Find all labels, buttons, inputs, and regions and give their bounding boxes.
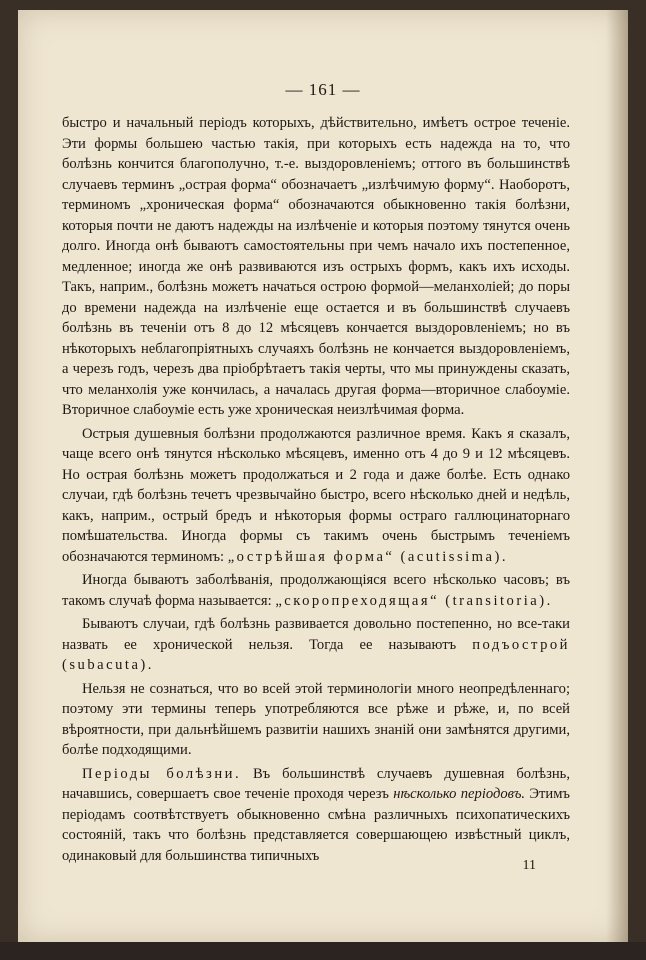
section-heading-periods: Періоды болѣзни. xyxy=(82,765,242,782)
book-page xyxy=(18,10,628,942)
paragraph-5 xyxy=(62,679,570,761)
page-spine-shadow xyxy=(606,10,628,942)
term-subacuta: подъострой (subacuta). xyxy=(62,636,570,673)
paragraph-3 xyxy=(62,570,570,611)
paragraph-1 xyxy=(62,113,570,421)
paragraph-6-text-a: Въ большинствѣ случаевъ душевная болѣзнь, начавшись, совершаетъ свое теченіе проходя черезъ xyxy=(62,765,570,802)
term-transitoria: „скоропреходящая“ (transitoria). xyxy=(275,592,553,609)
paragraph-2 xyxy=(62,424,570,568)
body-text xyxy=(62,113,570,869)
emphasis-several-periods: нѣсколько періодовъ. xyxy=(393,786,526,802)
paragraph-1-text: быстро и начальный періодъ которыхъ, дѣйствительно, имѣетъ острое теченіе. Эти формы большею частью такія, при которыхъ есть надежда на то, что болѣзнь кончится благополучно, т.-е. выздоровленіемъ; оттого въ большинствѣ случаевъ терминъ „острая форма“ обозначаетъ „излѣчимую форму“. Наоборотъ, терминомъ „хроническая форма“ обозначаются обыкновенно такія болѣзни, которыя почти не даютъ надежды на излѣченіе и которыя поэтому тянутся очень долго. Иногда онѣ бываютъ самостоятельны при чемъ начало ихъ постепенное, медленное; иногда же онѣ развиваются изъ острыхъ формъ, какъ ихъ исходы. Такъ, наприм., болѣзнь можетъ начаться острою формой—меланхоліей; до поры до времени надежда на излѣченіе еще остается и въ большинствѣ случаевъ болѣзнь въ теченіи отъ 8 до 12 мѣсяцевъ кончается выздоровленіемъ; но въ нѣкоторыхъ неблагопріятныхъ случаяхъ болѣзнь не кончается выздоровленіемъ, а черезъ годъ, черезъ два пріобрѣтаетъ такія черты, что мы принуждены сказать, что меланхолія уже кончилась, а началась другая форма—вторичное слабоуміе. Вторичное слабоуміе есть уже хроническая неизлѣчимая форма. xyxy=(62,115,570,418)
paragraph-6 xyxy=(62,764,570,867)
paragraph-6-text-b: Этимъ періодамъ соотвѣтствуетъ обыкновенно смѣна различныхъ психопатическихъ состояній, такъ что болѣзнь представляется совершающею извѣстный циклъ, одинаковый для большинства типичныхъ xyxy=(62,786,570,864)
scan-bottom-edge xyxy=(0,942,646,960)
paragraph-4-text: Бываютъ случаи, гдѣ болѣзнь развивается довольно постепенно, но все-таки назвать ее хронической нельзя. Тогда ее называютъ xyxy=(62,616,570,653)
paragraph-4 xyxy=(62,614,570,676)
term-acutissima: „острѣйшая форма“ (acutissima). xyxy=(227,548,509,565)
page-number: — 161 — xyxy=(285,80,361,99)
paragraph-2-text: Острыя душевныя болѣзни продолжаются различное время. Какъ я сказалъ, чаще всего онѣ тянутся нѣсколько мѣсяцевъ, именно отъ 4 до 9 и 12 мѣсяцевъ. Но острая болѣзнь можетъ продолжаться и 2 года и даже болѣе. Есть однако случаи, гдѣ болѣзнь течетъ чрезвычайно быстро, всего нѣсколько дней и недѣль, какъ, наприм., острый бредъ и нѣкоторыя формы остраго галлюцинаторнаго помѣшательства. Иногда формы съ такимъ очень быстрымъ теченіемъ обозначаются терминомъ: xyxy=(62,425,570,565)
printer-signature-mark: 11 xyxy=(522,858,536,873)
paragraph-3-text: Иногда бываютъ заболѣванія, продолжающіяся всего нѣсколько часовъ; въ такомъ случаѣ форма называется: xyxy=(62,572,570,609)
paragraph-5-text: Нельзя не сознаться, что во всей этой терминологіи много неопредѣленнаго; поэтому эти термины теперь употребляются все рѣже и рѣже, и, по всей вѣроятности, при дальнѣйшемъ развитіи нашихъ знаній они замѣнятся другими, болѣе подходящими. xyxy=(62,680,570,758)
